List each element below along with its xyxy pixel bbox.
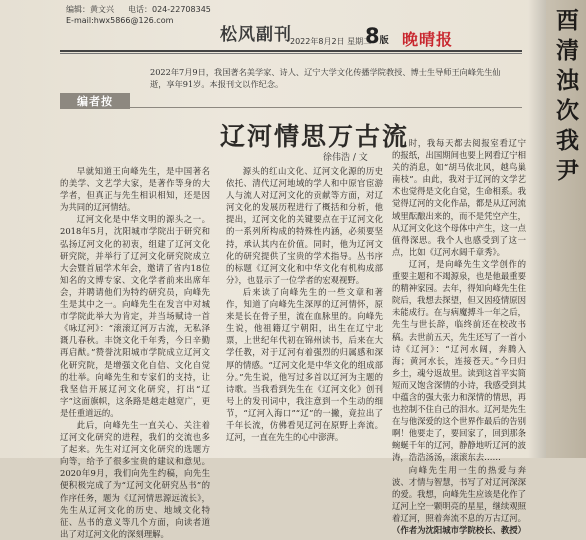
- editor-note-tag: 编者按: [60, 93, 130, 109]
- paragraph: 辽河，是向峰先生文学创作的重要主题和不竭源泉，也是他最重要的精神家园。去年，得知向峰先生住院后，我想去探望，但又因疫情原因未能成行。在与病魔搏斗一年之后，先生与世长辞，临终前还在校改书稿。去世前五天，先生还写了一首小诗《辽河》：“辽河水阔，奔腾入海；黄河水长，连接苍天。”今日归乡土，魂兮返故里。读到这首平实简短而又饱含深情的小诗，我感受到其中蕴含的强大张力和深情的情思，再也控制不住自己的泪水。辽河是先生在与他深爱的这个世界作最后的告别啊！他要走了，要回家了，回到那条蜿蜒千年的辽河，静静地听辽河的波涛，浩浩汤汤，滚滚东去……: [392, 258, 526, 463]
- adjacent-page-glyph: 浊: [556, 67, 579, 94]
- article-title: 辽河情思万古流: [220, 122, 410, 151]
- paragraph: 向峰先生用一生的热爱与奔波、才情与智慧，书写了对辽河深深的爱。我想，向峰先生应该是化作了辽河上空一颗明亮的星星，继续观照着辽河，照着奔流不息的万古辽河。: [392, 464, 526, 523]
- editor-tag-rule: [130, 107, 522, 108]
- adjacent-page-glyph: 尹: [556, 157, 579, 184]
- column-title: 松风副刊: [220, 25, 292, 45]
- article-column-3: [392, 137, 526, 535]
- article-byline: 徐伟浩 / 文: [323, 153, 368, 163]
- page-fold-shadow: [528, 0, 546, 458]
- article-column-2: [226, 165, 383, 455]
- adjacent-page-glyph: 酉: [556, 7, 579, 34]
- paragraph: 源头的红山文化、辽河文化源的历史依托、清代辽河地域的学人和中原官宦游人与流人对辽河文化的贡献等方面，对辽河文化的发展历程进行了概括和分析，他提出，辽河文化的关键要点在于辽河文化的一系列所构成的特殊性内涵，必须要坚持，承认其内在价值。同时，他为辽河文化的研究提供了宝贵的学术指导。丛书序的标题《辽河文化和中华文化有机构成部分》，也显示了一位学者的宏观视野。: [226, 166, 383, 285]
- header-rule: [60, 50, 522, 52]
- page-number-unit: 版: [379, 36, 389, 46]
- memorial-note: 2022年7月9日，我国著名美学家、诗人、辽宁大学文化传播学院教授、博士生导师王向峰先生仙逝，享年91岁。本报刊文以作纪念。: [150, 67, 501, 89]
- editor-phone: 电话：024-22708345: [128, 5, 211, 14]
- editor-email: E-mail:hwx5866@126.com: [66, 16, 174, 25]
- newspaper-brand: 晚晴报: [402, 30, 454, 49]
- page-number: [365, 24, 389, 48]
- article-column-1: [60, 165, 210, 539]
- paragraph: 后来读了向峰先生的一些文章和著作，知道了向峰先生深厚的辽河情怀，原来是长在骨子里，流在血脉里的。向峰先生说，他祖籍辽宁朝阳，出生在辽宁北票，上世纪年代初在锦州读书，后来在大学任教，对于辽河有着强烈的归属感和深厚的情感。“辽河文化是中华文化的组成部分。”先生说，他写过多首以辽河为主题的诗歌。当我看到先生在《辽河文化》创刊号上的发刊词中，我注意到一个生动的细节，“辽河入海口”“辽”的一撇，竟拉出了千年长流，仿佛看见辽河在原野上奔流。辽河，一直在先生的心中澎湃。: [226, 286, 383, 443]
- adjacent-page-glyph: 我: [556, 127, 579, 154]
- adjacent-page-glyph: 次: [556, 97, 579, 124]
- paragraph: 时，我每天都去阅报室看辽宁的报纸，出国期间也要上网看辽宁相关的消息，如“胡马依北风，越鸟巢南枝”。由此，我对于辽河的文学艺术也觉得是文化自觉，生命相系。我觉得辽河的文化作品，都是从辽河流域里酝酿出来的，而不是凭空产生，从辽河文化这个母体中产生，这一点值得深思。我个人也感受到了这一点，比如《辽河水阔千章秀》。: [392, 138, 526, 257]
- paragraph: 此后，向峰先生一直关心、关注着辽河文化研究的进程，我们的交流也多了起来。先生对辽河文化研究的选题方向等，给予了很多宝贵的建议和意见。2020年9月，我们向先生约稿，向先生便积极完成了为“辽河文化研究丛书”的作序任务，题为《辽河情思源远流长》，先生从辽河文化的历史、地域文化特征、丛书的意义等几个方面，向读者道出了对辽河文化的深刻理解。: [60, 419, 210, 539]
- page-number-value: 8: [365, 24, 380, 48]
- issue-date: 2022年8月2日 星期二: [290, 37, 372, 46]
- author-note: （作者为沈阳城市学院校长、教授）: [392, 525, 526, 535]
- header-rule-thin: [60, 53, 522, 54]
- editor-info: [66, 4, 211, 26]
- adjacent-page-glyph: 清: [556, 37, 579, 64]
- paragraph: 辽河文化是中华文明的源头之一。2018年5月，沈阳城市学院出于研究和弘扬辽河文化的初衷，组建了辽河文化研究院，并举行了辽河文化研究院成立大会暨首届学术年会，邀请了省内18位知名的文博专家、文化学者前来出席年会，并聘请他们为特约研究员，向峰先生是其中之一。向峰先生在发言中对城市学院此举大为肯定，并当场赋诗一首《咏辽河》：“滚滚辽河万古流，无私泽溉几春秋。丰饶文化千年秀，今日辛勤再启猷。”赞誉沈阳城市学院成立辽河文化研究院，是增强文化自信、文化自觉的壮举。向峰先生和专家们的支持，让我坚信开展辽河文化研究，打出“辽字”这面旗帜，这条路是越走越宽广，更是任重道远的。: [60, 214, 210, 418]
- paragraph: 早就知道王向峰先生，是中国著名的美学、文艺学大家，是著作等身的大学者，但真正与先生相识相知，还是因为共同的辽河情结。: [60, 166, 210, 213]
- editor-name: 编辑：黄文兴: [66, 5, 114, 14]
